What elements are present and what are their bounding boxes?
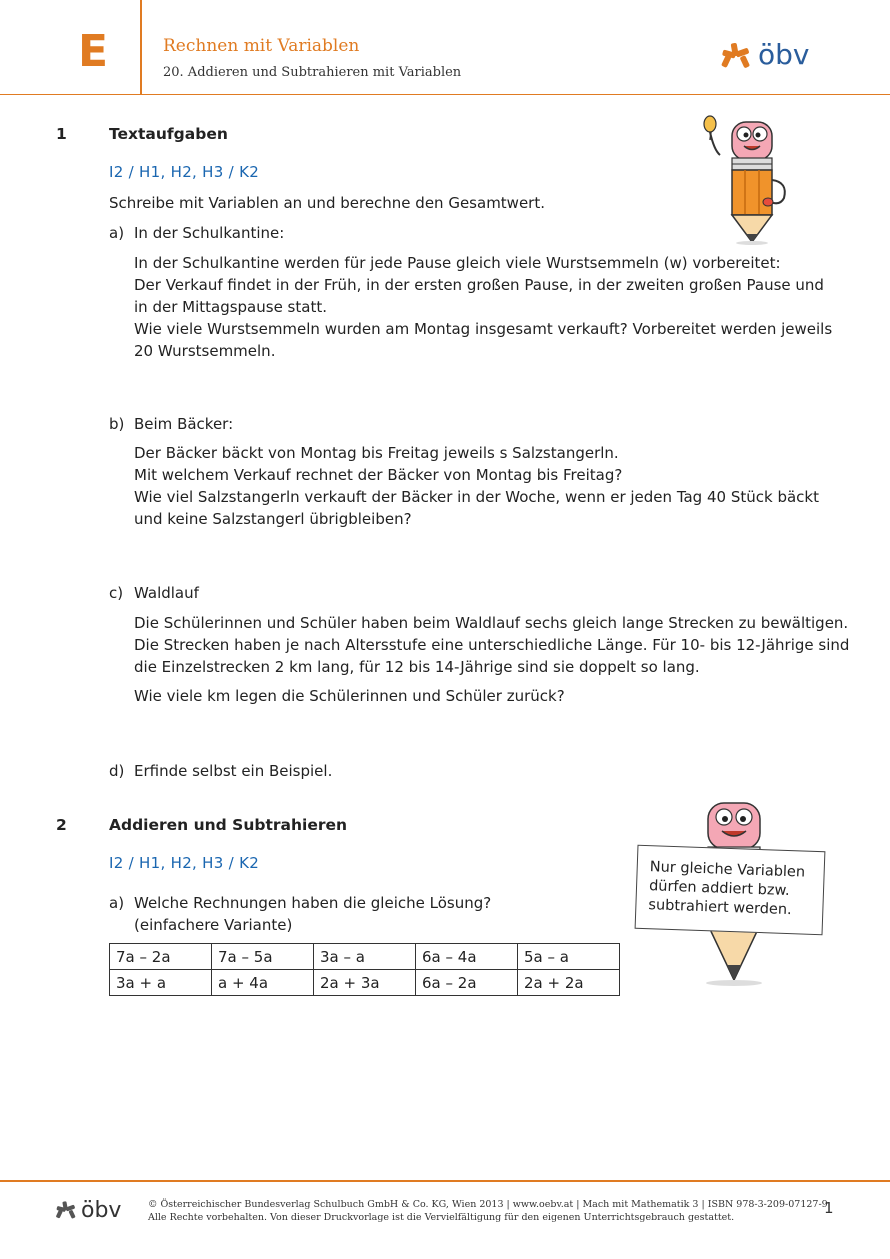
task-2-number: 2 [56,816,67,834]
header-divider [140,0,142,95]
table-cell: 3a + a [110,970,212,996]
pencil-mascot-waving-illustration [700,110,800,245]
footer-copyright: © Österreichischer Bundesverlag Schulbuch GmbH & Co. KG, Wien 2013 | www.oebv.at | Mach mit Mathematik 3 | ISBN 978-3-209-07127-9 [148,1199,828,1210]
task-1b-line: Wie viel Salzstangerln verkauft der Bäcker in der Woche, wenn er jeden Tag 40 Stück bäckt [134,488,819,506]
task-1d-title: Erfinde selbst ein Beispiel. [134,762,333,780]
task-1a-line: 20 Wurstsemmeln. [134,342,276,360]
task-1-number: 1 [56,125,67,143]
task-1b-title: Beim Bäcker: [134,415,234,433]
expression-table [109,943,620,996]
task-1-competence: I2 / H1, H2, H3 / K2 [109,163,260,181]
page-title: Rechnen mit Variablen [163,36,360,56]
table-cell: 3a – a [314,944,416,970]
page-subtitle: 20. Addieren und Subtrahieren mit Variablen [163,65,462,80]
task-2a-label: a) [109,894,125,912]
table-row [110,944,620,970]
task-1d-label: d) [109,762,125,780]
table-cell: 2a + 3a [314,970,416,996]
task-1-title: Textaufgaben [109,125,228,143]
page-number: 1 [824,1199,834,1217]
task-1a-title: In der Schulkantine: [134,224,285,242]
section-letter: E [78,26,109,77]
logo-text: öbv [758,38,810,71]
table-cell: 2a + 2a [518,970,620,996]
sign-line: subtrahiert werden. [648,897,792,919]
sign-line: Nur gleiche Variablen [649,859,806,881]
table-cell: 7a – 5a [212,944,314,970]
task-1c-line: Die Schülerinnen und Schüler haben beim Waldlauf sechs gleich lange Strecken zu bewältigen. [134,614,849,632]
star-burst-icon [55,1200,77,1222]
task-1c-line: Die Strecken haben je nach Altersstufe eine unterschiedliche Länge. Für 10- bis 12-Jährige sind [134,636,850,654]
task-1b-line: und keine Salzstangerl übrigbleiben? [134,510,412,528]
task-1a-label: a) [109,224,125,242]
task-1a-line: In der Schulkantine werden für jede Pause gleich viele Wurstsemmeln (w) vorbereitet: [134,254,781,272]
task-1c-question: Wie viele km legen die Schülerinnen und Schüler zurück? [134,687,565,705]
footer-logo [55,1200,121,1222]
footer-rights: Alle Rechte vorbehalten. Von dieser Druckvorlage ist die Vervielfältigung für den eigenen Unterrichtsgebrauch gestattet. [148,1212,735,1223]
table-cell: 5a – a [518,944,620,970]
speech-bubble-sign [635,845,826,936]
table-cell: 7a – 2a [110,944,212,970]
task-1a-line: in der Mittagspause statt. [134,298,327,316]
task-1a-line: Wie viele Wurstsemmeln wurden am Montag insgesamt verkauft? Vorbereitet werden jeweils [134,320,833,338]
task-2a-line: Welche Rechnungen haben die gleiche Lösung? [134,894,492,912]
task-1a-line: Der Verkauf findet in der Früh, in der ersten großen Pause, in der zweiten großen Pause und [134,276,824,294]
task-1c-label: c) [109,584,124,602]
table-cell: 6a – 2a [416,970,518,996]
publisher-logo [720,40,809,74]
task-1b-line: Mit welchem Verkauf rechnet der Bäcker von Montag bis Freitag? [134,466,623,484]
task-1-intro: Schreibe mit Variablen an und berechne den Gesamtwert. [109,194,545,212]
task-1b-line: Der Bäcker bäckt von Montag bis Freitag jeweils s Salzstangerln. [134,444,619,462]
task-2a-line: (einfachere Variante) [134,916,293,934]
footer-logo-text: öbv [81,1198,122,1223]
task-1b-label: b) [109,415,125,433]
task-1c-title: Waldlauf [134,584,199,602]
task-2-title: Addieren und Subtrahieren [109,816,348,834]
sign-line: dürfen addiert bzw. [648,878,790,900]
table-cell: a + 4a [212,970,314,996]
footer-divider [0,1180,890,1182]
star-burst-icon [720,41,752,73]
table-row [110,970,620,996]
task-2-competence: I2 / H1, H2, H3 / K2 [109,854,260,872]
table-cell: 6a – 4a [416,944,518,970]
task-1c-line: die Einzelstrecken 2 km lang, für 12 bis 14-Jährige sind sie doppelt so lang. [134,658,700,676]
